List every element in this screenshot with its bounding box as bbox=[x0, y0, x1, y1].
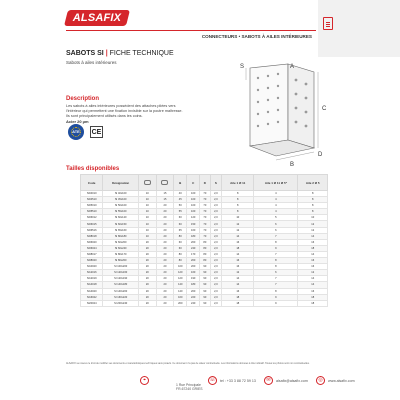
table-cell: 2,0 bbox=[210, 282, 222, 288]
website-item[interactable] bbox=[316, 376, 355, 385]
table-cell: 14 bbox=[298, 282, 328, 288]
table-cell: 90 bbox=[200, 288, 210, 294]
table-cell: 6 bbox=[254, 221, 298, 227]
table-cell: SI06516 bbox=[81, 227, 103, 233]
table-cell: 14 bbox=[222, 282, 254, 288]
table-cell: SI 200x240 bbox=[103, 300, 139, 306]
table-cell: 14 bbox=[222, 251, 254, 257]
table-cell: 20 bbox=[138, 239, 156, 245]
table-cell: 16 bbox=[298, 288, 328, 294]
table-cell: 4 bbox=[254, 191, 298, 197]
table-cell: 65 bbox=[174, 227, 187, 233]
table-cell: 2,0 bbox=[210, 258, 222, 264]
table-cell: 70 bbox=[200, 197, 210, 203]
table-cell: 16 bbox=[298, 258, 328, 264]
table-cell: 20 bbox=[156, 239, 174, 245]
column-header: D bbox=[200, 175, 210, 191]
table-cell: SI 160x220 bbox=[103, 294, 139, 300]
column-header: Désignation bbox=[103, 175, 139, 191]
dim-label-s: S bbox=[240, 64, 245, 70]
table-cell: 2,0 bbox=[210, 221, 222, 227]
table-cell: 2,0 bbox=[210, 270, 222, 276]
table-cell: 4 bbox=[254, 197, 298, 203]
table-cell: 18 bbox=[222, 245, 254, 251]
table-cell: 12 bbox=[222, 270, 254, 276]
table-cell: 16 bbox=[298, 239, 328, 245]
table-cell: 8 bbox=[254, 288, 298, 294]
column-header: S bbox=[210, 175, 222, 191]
table-cell: SI 140x200 bbox=[103, 288, 139, 294]
table-cell: 20 bbox=[138, 276, 156, 282]
table-cell: 18 bbox=[222, 300, 254, 306]
table-cell: 20 bbox=[156, 209, 174, 215]
table-cell: SI04510 bbox=[81, 197, 103, 203]
table-cell: 16 bbox=[222, 288, 254, 294]
column-header: Aile 1 Ø 11 Ø 5* bbox=[254, 175, 298, 191]
table-cell: 20 bbox=[156, 300, 174, 306]
table-cell: 90 bbox=[200, 264, 210, 270]
table-cell: 90 bbox=[200, 300, 210, 306]
table-cell: 20 bbox=[156, 227, 174, 233]
column-header: Code bbox=[81, 175, 103, 191]
table-cell: 2,0 bbox=[210, 294, 222, 300]
table-cell: 20 bbox=[156, 221, 174, 227]
table-cell: 220 bbox=[187, 294, 200, 300]
column-header: B bbox=[174, 175, 187, 191]
table-cell: SI05010 bbox=[81, 203, 103, 209]
table-cell: 4 bbox=[254, 203, 298, 209]
table-cell: 6 bbox=[254, 270, 298, 276]
table-cell: 90 bbox=[200, 282, 210, 288]
breadcrumb: CONNECTEURS • SABOTS À AILES INTÉRIEURES bbox=[201, 34, 312, 39]
table-cell: 14 bbox=[222, 276, 254, 282]
table-cell: 20 bbox=[156, 251, 174, 257]
table-cell: 70 bbox=[200, 215, 210, 221]
table-cell: 120 bbox=[187, 215, 200, 221]
table-cell: SI 120x190 bbox=[103, 276, 139, 282]
table-cell: 40 bbox=[174, 191, 187, 197]
ce-mark-icon: CE bbox=[90, 126, 103, 138]
screw-icon bbox=[161, 180, 168, 185]
table-cell: 2,0 bbox=[210, 300, 222, 306]
table-cell: 18 bbox=[298, 294, 328, 300]
description-heading: Description bbox=[66, 96, 100, 102]
ata-badge-icon bbox=[68, 124, 84, 140]
table-cell: 100 bbox=[187, 197, 200, 203]
title-product: SABOTS SI bbox=[66, 50, 104, 57]
email-icon: ✉ bbox=[264, 376, 273, 385]
table-cell: 100 bbox=[187, 191, 200, 197]
table-cell: 2,0 bbox=[210, 191, 222, 197]
table-cell: SI06015 bbox=[81, 221, 103, 227]
table-cell: 70 bbox=[200, 191, 210, 197]
phone-icon: ☏ bbox=[209, 377, 216, 383]
table-cell: 8 bbox=[222, 203, 254, 209]
table-cell: 70 bbox=[200, 233, 210, 239]
table-cell: 160 bbox=[187, 270, 200, 276]
table-cell: 55 bbox=[174, 209, 187, 215]
table-cell: 20 bbox=[138, 245, 156, 251]
table-cell: SI 65x160 bbox=[103, 227, 139, 233]
sizes-table bbox=[80, 174, 328, 307]
table-cell: 80 bbox=[200, 245, 210, 251]
table-cell: 8 bbox=[254, 264, 298, 270]
table-cell: 8 bbox=[298, 203, 328, 209]
table-cell: 20 bbox=[138, 288, 156, 294]
table-cell: 12 bbox=[222, 221, 254, 227]
table-cell: 18 bbox=[298, 300, 328, 306]
table-cell: 120 bbox=[174, 276, 187, 282]
table-row bbox=[81, 300, 328, 306]
table-cell: SI 60x200 bbox=[103, 239, 139, 245]
table-cell: 9 bbox=[254, 245, 298, 251]
table-cell: 10 bbox=[138, 191, 156, 197]
table-cell: 160 bbox=[174, 294, 187, 300]
table-cell: 120 bbox=[174, 270, 187, 276]
table-cell: 12 bbox=[222, 227, 254, 233]
table-cell: 20 bbox=[156, 294, 174, 300]
table-cell: 20 bbox=[138, 282, 156, 288]
globe-icon: ◎ bbox=[316, 376, 325, 385]
table-cell: 2,0 bbox=[210, 215, 222, 221]
table-cell: 20 bbox=[156, 264, 174, 270]
table-cell: 20 bbox=[156, 233, 174, 239]
table-cell: 80 bbox=[200, 239, 210, 245]
joist-hanger-drawing bbox=[228, 60, 338, 170]
table-cell: 2,0 bbox=[210, 197, 222, 203]
table-cell: 20 bbox=[156, 288, 174, 294]
table-cell: 60 bbox=[174, 245, 187, 251]
table-cell: 8 bbox=[222, 209, 254, 215]
table-cell: 10 bbox=[138, 203, 156, 209]
column-header bbox=[156, 175, 174, 191]
table-cell: SI08018 bbox=[81, 233, 103, 239]
table-cell: 12 bbox=[298, 270, 328, 276]
table-cell: SI14018 bbox=[81, 282, 103, 288]
table-cell: 2,0 bbox=[210, 276, 222, 282]
table-cell: 200 bbox=[187, 258, 200, 264]
table-cell: 4 bbox=[254, 209, 298, 215]
alsafix-logo bbox=[66, 10, 128, 26]
table-cell: 240 bbox=[187, 300, 200, 306]
table-cell: SI 80x200 bbox=[103, 258, 139, 264]
table-cell: 20 bbox=[138, 294, 156, 300]
table-cell: 60 bbox=[174, 239, 187, 245]
document-icon bbox=[323, 17, 333, 30]
table-cell: SI08017 bbox=[81, 251, 103, 257]
footer bbox=[0, 370, 400, 400]
table-cell: 18 bbox=[298, 245, 328, 251]
table-cell: 2,0 bbox=[210, 245, 222, 251]
description-body: Les sabots à ailes intérieures possèdent des attaches pliées vers l'intérieur qui permettent une fixation invisible sur la poutre maîtresse. Ils sont principalement utilisés dans les coins. bbox=[66, 104, 183, 118]
dim-label-d: D bbox=[318, 152, 323, 158]
table-cell: 80 bbox=[200, 258, 210, 264]
table-cell: SI10020 bbox=[81, 264, 103, 270]
table-cell: 180 bbox=[187, 282, 200, 288]
table-cell: SI 45x100 bbox=[103, 197, 139, 203]
table-cell: 9 bbox=[254, 294, 298, 300]
table-cell: 8 bbox=[222, 197, 254, 203]
table-cell: 10 bbox=[138, 197, 156, 203]
column-header: Aile 2 Ø 5 bbox=[298, 175, 328, 191]
table-cell: 9 bbox=[254, 300, 298, 306]
table-cell: 20 bbox=[156, 203, 174, 209]
table-cell: SI 40x100 bbox=[103, 191, 139, 197]
table-cell: SI14020 bbox=[81, 288, 103, 294]
column-header: C bbox=[187, 175, 200, 191]
table-cell: 70 bbox=[200, 203, 210, 209]
table-cell: 7 bbox=[254, 282, 298, 288]
email-address: alsafix@alsafix.com bbox=[276, 378, 308, 383]
table-cell: 80 bbox=[200, 251, 210, 257]
table-cell: 8 bbox=[298, 209, 328, 215]
table-cell: SI 120x160 bbox=[103, 270, 139, 276]
table-cell: 20 bbox=[138, 300, 156, 306]
table-cell: 14 bbox=[298, 233, 328, 239]
table-cell: 16 bbox=[222, 264, 254, 270]
table-cell: 20 bbox=[156, 282, 174, 288]
table-cell: 80 bbox=[174, 251, 187, 257]
table-cell: 2,0 bbox=[210, 264, 222, 270]
table-cell: 10 bbox=[138, 227, 156, 233]
table-cell: 2,0 bbox=[210, 288, 222, 294]
table-cell: 20 bbox=[138, 251, 156, 257]
table-cell: 150 bbox=[187, 221, 200, 227]
table-cell: 10 bbox=[298, 215, 328, 221]
table-cell: SI06020 bbox=[81, 239, 103, 245]
table-cell: 20 bbox=[156, 276, 174, 282]
table-cell: 10 bbox=[138, 215, 156, 221]
table-cell: 10 bbox=[138, 221, 156, 227]
eta-label: ATE bbox=[72, 129, 80, 134]
table-body bbox=[81, 191, 328, 307]
table-cell: 14 bbox=[298, 276, 328, 282]
table-cell: SI20024 bbox=[81, 300, 103, 306]
table-cell: 10 bbox=[138, 233, 156, 239]
table-cell: 140 bbox=[174, 282, 187, 288]
table-cell: 15 bbox=[156, 191, 174, 197]
table-cell: 60 bbox=[174, 221, 187, 227]
table-cell: SI06024 bbox=[81, 245, 103, 251]
table-cell: 90 bbox=[200, 276, 210, 282]
address-item bbox=[140, 376, 149, 385]
table-cell: 5 bbox=[254, 215, 298, 221]
table-cell: SI 140x180 bbox=[103, 282, 139, 288]
table-cell: 200 bbox=[187, 288, 200, 294]
website-url: www.alsafix.com bbox=[328, 378, 355, 383]
table-cell: 18 bbox=[222, 294, 254, 300]
column-header bbox=[138, 175, 156, 191]
table-cell: 20 bbox=[156, 215, 174, 221]
table-cell: 2,0 bbox=[210, 239, 222, 245]
header-rule bbox=[66, 30, 316, 31]
address-line-2: FR-67240 GRIES bbox=[176, 387, 203, 391]
logo-text: ALSAFIX bbox=[72, 12, 122, 24]
disclaimer-note: ALSAFIX se réserve le droit de modifier ses documents et caractéristiques techniques sans préavis. Ce document n'a pas de valeur contractuelle. Les informations données à titre indicatif. Toutes les photos sont non contractuelles. bbox=[66, 362, 310, 365]
table-cell: SI 100x200 bbox=[103, 264, 139, 270]
table-cell: 10 bbox=[222, 215, 254, 221]
dim-label-b: B bbox=[290, 162, 295, 168]
table-cell: 16 bbox=[298, 264, 328, 270]
table-cell: 20 bbox=[156, 245, 174, 251]
table-cell: 8 bbox=[254, 239, 298, 245]
table-cell: SI12019 bbox=[81, 276, 103, 282]
table-cell: 2,0 bbox=[210, 209, 222, 215]
email-item[interactable] bbox=[264, 376, 308, 385]
table-cell: SI 60x240 bbox=[103, 245, 139, 251]
phone-item[interactable] bbox=[208, 376, 256, 385]
table-cell: 90 bbox=[200, 294, 210, 300]
table-cell: 70 bbox=[200, 209, 210, 215]
table-cell: SI06012 bbox=[81, 215, 103, 221]
table-cell: SI 60x120 bbox=[103, 215, 139, 221]
table-cell: SI 50x100 bbox=[103, 203, 139, 209]
table-cell: 15 bbox=[156, 197, 174, 203]
table-cell: 6 bbox=[254, 227, 298, 233]
table-cell: SI04010 bbox=[81, 191, 103, 197]
table-cell: 14 bbox=[298, 251, 328, 257]
table-cell: SI 60x150 bbox=[103, 221, 139, 227]
table-cell: 20 bbox=[156, 258, 174, 264]
table-cell: 7 bbox=[254, 233, 298, 239]
table-cell: 14 bbox=[222, 233, 254, 239]
product-drawing bbox=[228, 60, 338, 170]
table-cell: 100 bbox=[187, 209, 200, 215]
table-cell: SI 55x100 bbox=[103, 209, 139, 215]
table-cell: SI05510 bbox=[81, 209, 103, 215]
table-cell: 8 bbox=[254, 258, 298, 264]
table-cell: SI08020 bbox=[81, 258, 103, 264]
address-block bbox=[176, 383, 203, 391]
table-cell: SI 80x180 bbox=[103, 233, 139, 239]
title-separator: | bbox=[105, 50, 108, 57]
table-cell: 140 bbox=[174, 288, 187, 294]
table-cell: 2,0 bbox=[210, 203, 222, 209]
sizes-heading: Tailles disponibles bbox=[66, 166, 120, 172]
table-cell: 20 bbox=[138, 264, 156, 270]
table-cell: 20 bbox=[156, 270, 174, 276]
table-cell: 60 bbox=[174, 215, 187, 221]
page-title bbox=[66, 50, 174, 57]
table-cell: 2,0 bbox=[210, 251, 222, 257]
table-cell: 12 bbox=[298, 227, 328, 233]
table-cell: 200 bbox=[187, 239, 200, 245]
phone-number: tel : +33 3 88 72 59 13 bbox=[220, 378, 256, 383]
table-cell: 50 bbox=[174, 203, 187, 209]
table-cell: 10 bbox=[138, 209, 156, 215]
table-cell: SI16022 bbox=[81, 294, 103, 300]
dim-label-c: C bbox=[322, 106, 327, 112]
table-cell: 100 bbox=[187, 203, 200, 209]
table-cell: 7 bbox=[254, 276, 298, 282]
table-cell: 80 bbox=[174, 233, 187, 239]
table-cell: 170 bbox=[187, 251, 200, 257]
table-cell: 190 bbox=[187, 276, 200, 282]
page-subtitle: Sabots à ailes intérieures bbox=[66, 60, 117, 65]
table-cell: 20 bbox=[138, 270, 156, 276]
table-cell: 100 bbox=[174, 264, 187, 270]
table-cell: 2,0 bbox=[210, 233, 222, 239]
table-cell: 200 bbox=[174, 300, 187, 306]
column-header: Aile 1 Ø 11 bbox=[222, 175, 254, 191]
table-cell: 80 bbox=[174, 258, 187, 264]
table-cell: 180 bbox=[187, 233, 200, 239]
table-cell: SI12016 bbox=[81, 270, 103, 276]
table-cell: 8 bbox=[298, 191, 328, 197]
table-cell: 7 bbox=[254, 251, 298, 257]
address-line-1: 1 Rue Principale bbox=[176, 383, 201, 387]
table-cell: 160 bbox=[187, 227, 200, 233]
location-pin-icon: ⌖ bbox=[140, 376, 149, 385]
table-cell: 70 bbox=[200, 221, 210, 227]
hanger-icon bbox=[144, 180, 151, 185]
table-cell: 12 bbox=[298, 221, 328, 227]
table-cell: 90 bbox=[200, 270, 210, 276]
table-cell: 45 bbox=[174, 197, 187, 203]
title-document-type: FICHE TECHNIQUE bbox=[109, 50, 174, 57]
dim-label-a: A bbox=[290, 64, 295, 70]
table-cell: 240 bbox=[187, 245, 200, 251]
table-cell: 8 bbox=[222, 191, 254, 197]
steel-spec: Acier 20 µm bbox=[66, 119, 89, 124]
table-cell: 8 bbox=[298, 197, 328, 203]
table-cell: 20 bbox=[138, 258, 156, 264]
table-cell: 16 bbox=[222, 239, 254, 245]
table-cell: 16 bbox=[222, 258, 254, 264]
table-cell: 70 bbox=[200, 227, 210, 233]
table-cell: 200 bbox=[187, 264, 200, 270]
table-cell: 2,0 bbox=[210, 227, 222, 233]
table-cell: SI 80x170 bbox=[103, 251, 139, 257]
table-header-row bbox=[81, 175, 328, 191]
